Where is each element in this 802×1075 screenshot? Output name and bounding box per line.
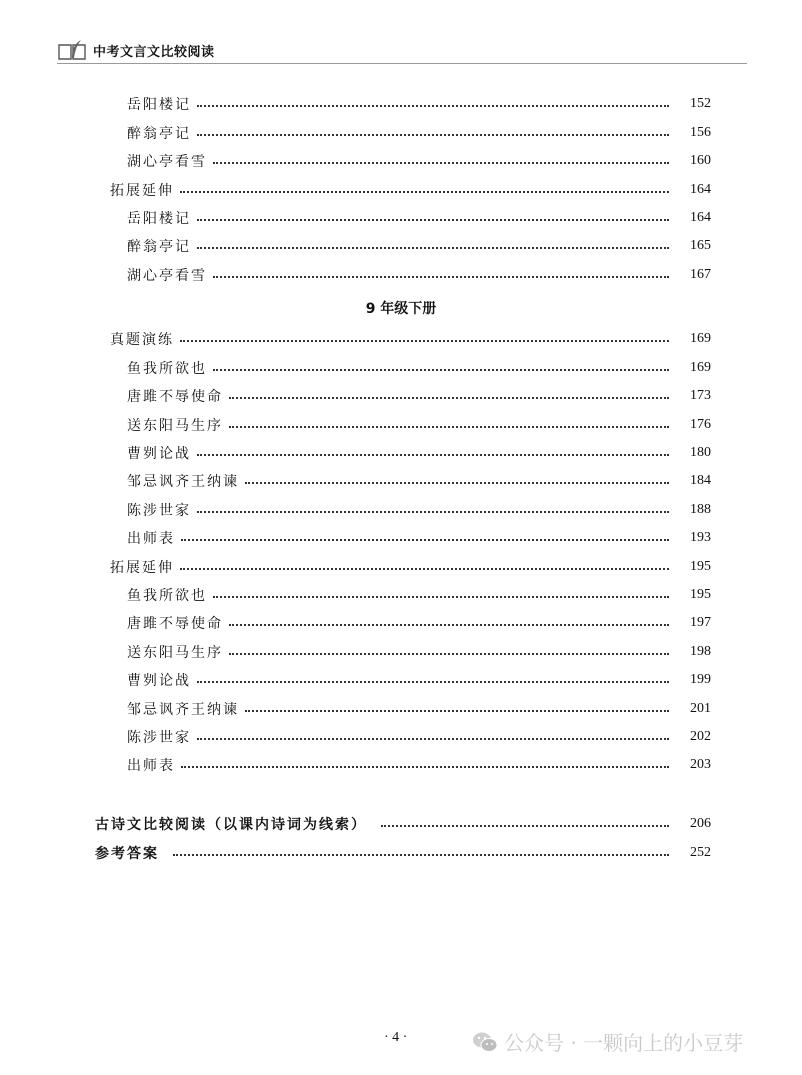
toc-entry[interactable]: 唐雎不辱使命 197 [127, 615, 711, 632]
running-header [57, 38, 215, 62]
toc-entry[interactable]: 鱼我所欲也 169 [127, 360, 711, 377]
toc-entry[interactable]: 邹忌讽齐王纳谏 201 [127, 701, 711, 718]
header-rule [57, 63, 747, 64]
toc-entry[interactable]: 曹刿论战 180 [127, 445, 711, 462]
grade-section-heading: 9 年级下册 [365, 301, 437, 317]
toc-entry[interactable]: 陈涉世家 188 [127, 502, 711, 519]
toc-entry[interactable]: 醉翁亭记 165 [127, 238, 711, 255]
toc-entry[interactable]: 岳阳楼记 152 [127, 96, 711, 113]
toc-entry[interactable]: 出师表 203 [127, 757, 711, 774]
toc-entry[interactable]: 唐雎不辱使命 173 [127, 388, 711, 405]
toc-entry[interactable]: 邹忌讽齐王纳谏 184 [127, 473, 711, 490]
open-book-icon [57, 39, 87, 61]
toc-entry[interactable]: 送东阳马生序 198 [127, 644, 711, 661]
book-title: 中考文言文比较阅读 [93, 44, 215, 60]
toc-entry[interactable]: 岳阳楼记 164 [127, 210, 711, 227]
watermark-text: 公众号 · 一颗向上的小豆芽 [504, 1031, 744, 1055]
toc-section-entry[interactable]: 真题演练 169 [110, 331, 711, 348]
toc-entry[interactable]: 鱼我所欲也 195 [127, 587, 711, 604]
toc-entry[interactable]: 出师表 193 [127, 530, 711, 547]
wechat-icon [472, 1031, 498, 1053]
toc-entry[interactable]: 陈涉世家 202 [127, 729, 711, 746]
toc-chapter-entry[interactable]: 古诗文比较阅读（以课内诗词为线索） 206 [95, 816, 711, 833]
toc-chapter-entry[interactable]: 参考答案 252 [95, 845, 711, 862]
toc-section-entry[interactable]: 拓展延伸 164 [110, 182, 711, 199]
toc-entry[interactable]: 醉翁亭记 156 [127, 125, 711, 142]
toc-entry[interactable]: 送东阳马生序 176 [127, 417, 711, 434]
toc-section-entry[interactable]: 拓展延伸 195 [110, 559, 711, 576]
watermark [472, 1027, 743, 1056]
toc-entry[interactable]: 湖心亭看雪 167 [127, 267, 711, 284]
toc-entry[interactable]: 湖心亭看雪 160 [127, 153, 711, 170]
toc-entry[interactable]: 曹刿论战 199 [127, 672, 711, 689]
page-number: · 4 · [384, 1030, 408, 1045]
